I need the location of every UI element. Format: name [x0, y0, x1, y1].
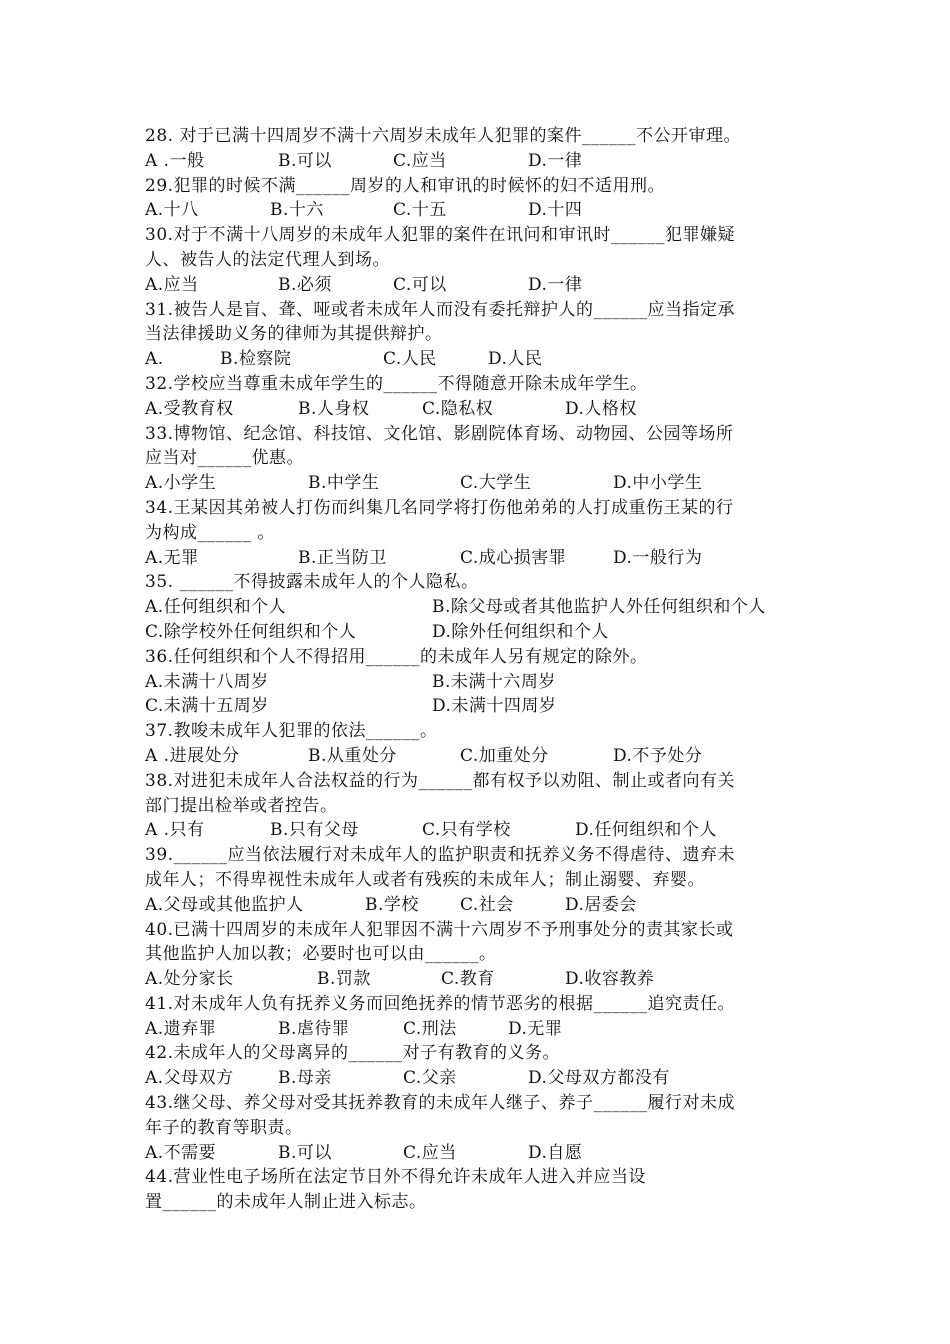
question-text-continued: 部门提出检举或者控告。 [145, 795, 338, 816]
options-row [145, 818, 815, 843]
options-row [145, 595, 815, 620]
option-b: B.罚款 [317, 969, 371, 990]
option-c: C.十五 [393, 200, 447, 221]
option-d: D.任何组织和个人 [575, 820, 717, 841]
option-c: C.成心损害罪 [460, 547, 567, 568]
option-d: D.无罪 [508, 1018, 563, 1039]
option-c: C.可以 [393, 274, 447, 295]
question-item [145, 769, 815, 843]
option-c: C.未满十五周岁 [145, 696, 269, 717]
option-d: D.人民 [488, 349, 543, 370]
options-row [145, 967, 815, 992]
question-item [145, 496, 815, 570]
option-d: D.父母双方都没有 [528, 1068, 670, 1089]
question-text: 30.对于不满十八周岁的未成年人犯罪的案件在讯问和审讯时______犯罪嫌疑 [145, 225, 736, 246]
question-text-continued: 人、被告人的法定代理人到场。 [145, 249, 390, 270]
options-row [145, 1141, 815, 1166]
option-d: D.收容教养 [565, 969, 655, 990]
options-row [145, 273, 815, 298]
options-row [145, 546, 815, 571]
option-d: D.自愿 [528, 1142, 583, 1163]
option-c: C.除学校外任何组织和个人 [145, 621, 357, 642]
option-c: C.应当 [393, 150, 447, 171]
question-item [145, 1165, 815, 1215]
question-item [145, 372, 815, 422]
option-b: B.检察院 [220, 349, 292, 370]
option-c: C.应当 [403, 1142, 457, 1163]
question-text: 36.任何组织和个人不得招用______的未成年人另有规定的除外。 [145, 646, 648, 667]
option-b: B.正当防卫 [298, 547, 387, 568]
option-d: D.除外任何组织和个人 [432, 621, 609, 642]
question-text: 32.学校应当尊重未成年学生的______不得随意开除未成年学生。 [145, 373, 648, 394]
option-a: A.受教育权 [145, 398, 234, 419]
option-c: C.加重处分 [460, 745, 549, 766]
question-text: 42.未成年人的父母离异的______对子有教育的义务。 [145, 1043, 561, 1064]
option-b: B.人身权 [298, 398, 370, 419]
option-a: A .一般 [145, 150, 205, 171]
option-b: B.十六 [270, 200, 324, 221]
question-text: 29.犯罪的时候不满______周岁的人和审讯的时候怀的妇不适用刑。 [145, 175, 666, 196]
question-text-continued: 当法律援助义务的律师为其提供辩护。 [145, 324, 443, 345]
option-b: B.可以 [278, 1142, 332, 1163]
option-b: B.未满十六周岁 [432, 671, 556, 692]
option-c: C.人民 [383, 349, 437, 370]
question-item [145, 422, 815, 496]
options-row [145, 670, 815, 695]
option-d: D.居委会 [565, 894, 637, 915]
option-d: D.十四 [528, 200, 583, 221]
option-c: C.隐私权 [422, 398, 494, 419]
option-a: A.父母双方 [145, 1068, 234, 1089]
question-text: 37.教唆未成年人犯罪的依法______。 [145, 721, 438, 742]
option-d: D.未满十四周岁 [432, 696, 557, 717]
option-d: D.人格权 [565, 398, 637, 419]
question-item [145, 1091, 815, 1165]
question-item [145, 992, 815, 1042]
question-text: 40.已满十四周岁的未成年人犯罪因不满十六周岁不予刑事处分的责其家长或 [145, 919, 734, 940]
question-text: 44.营业性电子场所在法定节日外不得允许未成年人进入并应当设 [145, 1167, 647, 1188]
question-text-continued: 成年人；不得卑视性未成年人或者有残疾的未成年人；制止溺婴、弃婴。 [145, 869, 705, 890]
question-text: 43.继父母、养父母对受其抚养教育的未成年人继子、养子______履行对未成 [145, 1093, 736, 1114]
question-item [145, 918, 815, 992]
option-a: A. [145, 349, 164, 370]
question-item [145, 570, 815, 644]
question-text: 28. 对于已满十四周岁不满十六周岁未成年人犯罪的案件______不公开审理。 [145, 126, 741, 146]
option-b: B.虐待罪 [278, 1018, 350, 1039]
question-list [145, 124, 815, 1215]
question-text: 38.对进犯未成年人合法权益的行为______都有权予以劝阻、制止或者向有关 [145, 770, 736, 791]
options-row [145, 347, 815, 372]
question-item [145, 298, 815, 372]
question-text-continued: 为构成______ 。 [145, 522, 275, 543]
question-text: 35. ______不得披露未成年人的个人隐私。 [145, 572, 479, 593]
options-row [145, 744, 815, 769]
option-a: A.十八 [145, 200, 199, 221]
option-a: A.小学生 [145, 473, 217, 494]
option-a: A.无罪 [145, 547, 199, 568]
option-a: A.未满十八周岁 [145, 671, 269, 692]
option-c: C.父亲 [403, 1068, 457, 1089]
question-item [145, 719, 815, 769]
option-a: A.处分家长 [145, 969, 234, 990]
option-b: B.必须 [278, 274, 332, 295]
question-item [145, 1041, 815, 1091]
option-d: D.一律 [528, 274, 583, 295]
option-a: A.不需要 [145, 1142, 217, 1163]
question-text-continued: 应当对______优惠。 [145, 448, 304, 469]
question-text: 34.王某因其弟被人打伤而纠集几名同学将打伤他弟弟的人打成重伤王某的行 [145, 497, 734, 518]
question-item [145, 124, 815, 174]
question-text-continued: 其他监护人加以教；必要时也可以由______。 [145, 944, 497, 965]
question-text: 41.对未成年人负有抚养义务而回绝抚养的情节恶劣的根据______追究责任。 [145, 993, 736, 1014]
options-row [145, 471, 815, 496]
options-row [145, 620, 815, 645]
option-d: D.中小学生 [613, 473, 703, 494]
options-row [145, 198, 815, 223]
option-b: B.只有父母 [270, 820, 359, 841]
option-a: A.任何组织和个人 [145, 597, 287, 618]
option-a: A.遗弃罪 [145, 1018, 217, 1039]
option-b: B.母亲 [278, 1068, 332, 1089]
option-d: D.一般行为 [613, 547, 703, 568]
options-row [145, 1017, 815, 1042]
options-row [145, 893, 815, 918]
option-a: A.父母或其他监护人 [145, 894, 304, 915]
question-text-continued: 年子的教育等职责。 [145, 1117, 303, 1138]
question-item [145, 645, 815, 719]
options-row [145, 694, 815, 719]
question-item [145, 843, 815, 917]
options-row [145, 149, 815, 174]
question-text-continued: 置______的未成年人制止进入标志。 [145, 1192, 427, 1213]
option-c: C.教育 [441, 969, 495, 990]
options-row [145, 397, 815, 422]
option-b: B.从重处分 [308, 745, 397, 766]
option-b: B.中学生 [308, 473, 380, 494]
question-text: 33.博物馆、纪念馆、科技馆、文化馆、影剧院体育场、动物园、公园等场所 [145, 423, 734, 444]
option-b: B.学校 [365, 894, 419, 915]
option-c: C.大学生 [460, 473, 532, 494]
option-a: A.应当 [145, 274, 199, 295]
question-text: 39.______应当依法履行对未成年人的监护职责和抚养义务不得虐待、遗弃未 [145, 845, 736, 866]
option-d: D.一律 [528, 150, 583, 171]
option-d: D.不予处分 [613, 745, 703, 766]
question-item [145, 174, 815, 224]
question-item [145, 223, 815, 297]
option-c: C.只有学校 [422, 820, 511, 841]
option-c: C.刑法 [403, 1018, 457, 1039]
option-b: B.除父母或者其他监护人外任何组织和个人 [432, 597, 766, 618]
option-b: B.可以 [278, 150, 332, 171]
option-c: C.社会 [460, 894, 514, 915]
options-row [145, 1066, 815, 1091]
option-a: A .只有 [145, 820, 205, 841]
option-a: A .进展处分 [145, 745, 240, 766]
question-text: 31.被告人是盲、聋、哑或者未成年人而没有委托辩护人的______应当指定承 [145, 299, 736, 320]
